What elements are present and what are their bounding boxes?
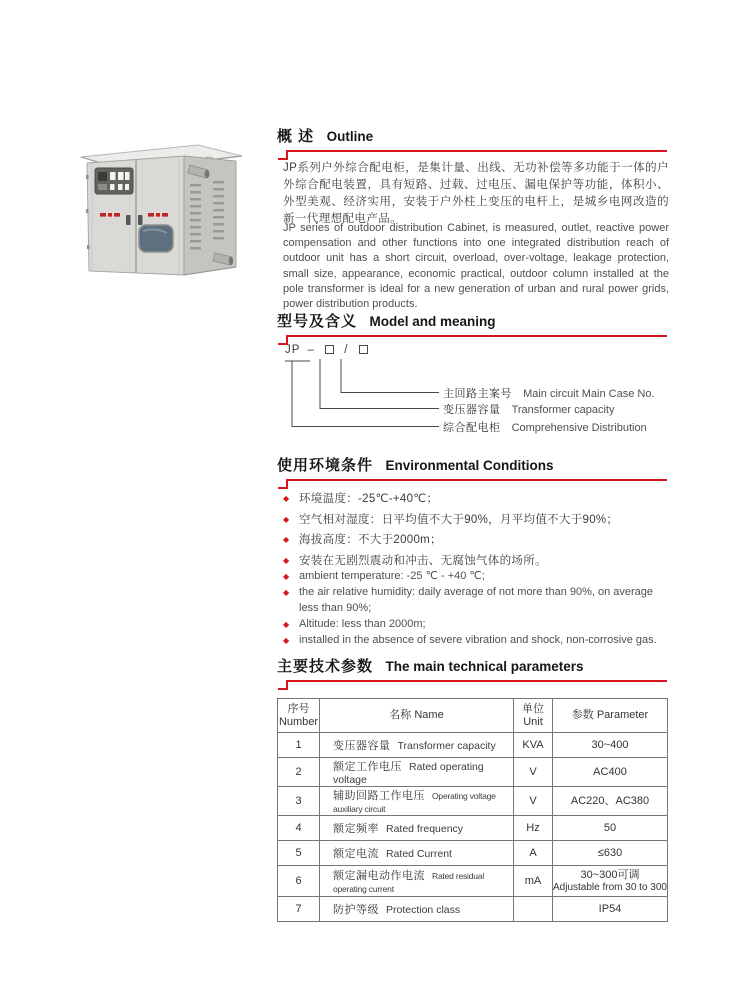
col-header-en: Parameter [596,709,649,721]
cell-parameter-line1: AC220、AC380 [570,794,650,807]
model-code-diagram [283,344,667,436]
table-row [278,841,668,866]
list-item [283,617,669,633]
cell-number: 3 [278,787,320,816]
section-header-model [277,312,667,346]
model-code-legend [443,344,667,436]
cell-parameter [553,787,668,816]
cell-number: 7 [278,897,320,922]
list-item [283,551,669,572]
red-underline [277,678,667,691]
cell-parameter [553,897,668,922]
cell-name [320,816,514,841]
diamond-bullet-icon: ◆ [283,535,290,544]
outline-paragraph-en: JP series of outdoor distribution Cabinet, is measured, outlet, reactive power compensation and other functions into one integrated distribution reach of outdoor unit has a short circuit, overload, over-voltage, leakage protection, small size, appearance, economic practical, outdoor column installed at the pole transformer is ideal for a new generation of urban and rural power grids, power distribution products. [283,222,669,311]
section-title-en: Model and meaning [369,314,496,329]
list-item-text: Altitude: less than 2000m; [299,617,426,630]
cell-parameter [553,758,668,787]
table-row [278,866,668,897]
col-header-zh: 单位 [522,702,544,715]
cell-name-zh: 额定漏电动作电流 [333,870,425,882]
cell-name [320,733,514,758]
cell-parameter-line1: 30~300可调 [580,869,640,881]
cell-name-en: Rated Current [386,848,452,860]
cell-number: 1 [278,733,320,758]
list-item-text: ambient temperature: -25 ℃ - +40 ℃; [299,570,485,582]
list-item [283,569,669,585]
cell-name [320,841,514,866]
model-legend-item [443,401,614,417]
section-title-en: Outline [326,129,374,144]
diamond-bullet-icon: ◆ [283,555,290,565]
cell-unit [514,897,553,922]
cell-name [320,787,514,816]
cell-name-zh: 额定频率 [333,823,379,835]
section-title-en: The main technical parameters [385,659,584,674]
col-header-parameter [553,699,668,733]
legend-label-en: Comprehensive Distribution [511,422,647,434]
model-legend-item [443,419,647,435]
list-item-text: 环境温度：-25℃-+40℃； [299,493,439,505]
cell-parameter [553,841,668,866]
diamond-bullet-icon: ◆ [283,619,290,629]
cell-name-zh: 防护等级 [333,904,379,916]
diamond-bullet-icon: ◆ [283,635,290,645]
cell-name-en: Transformer capacity [397,740,496,752]
section-title-zh: 主要技术参数 [277,658,374,675]
cell-parameter-line1: IP54 [598,902,622,915]
list-item-text: 安装在无剧烈震动和冲击、无腐蚀气体的场所。 [299,554,547,567]
env-conditions-list-en [283,569,669,649]
section-title-en: Environmental Conditions [385,458,554,473]
model-dash: – [307,344,315,356]
col-header-number [278,699,320,733]
diamond-bullet-icon: ◆ [283,588,290,597]
col-header-zh: 参数 [571,709,594,721]
model-prefix: JP [285,344,301,356]
product-photo [78,143,246,281]
list-item [283,585,669,616]
legend-label-zh: 综合配电柜 [443,422,501,434]
cell-name [320,866,514,897]
list-item-text: 海拔高度：不大于2000m； [299,534,442,546]
section-header-environment [277,456,667,490]
cell-unit: V [514,787,553,816]
section-header-outline [277,127,667,161]
cell-name [320,897,514,922]
cell-parameter-line2: Adjustable from 30 to 300 [553,882,667,893]
list-item [283,510,669,531]
list-item-text: 空气相对湿度：日平均值不大于90%，月平均值不大于90%； [299,513,619,526]
cell-number: 4 [278,816,320,841]
cell-parameter [553,866,668,897]
cell-name-zh: 额定工作电压 [333,761,402,773]
cell-number: 5 [278,841,320,866]
list-item [283,633,669,649]
table-row [278,787,668,816]
list-item-text: installed in the absence of severe vibration and shock, non-corrosive gas. [299,633,657,646]
section-title-zh: 概 述 [277,128,315,145]
section-title [277,312,667,332]
cell-name-en: Protection class [386,904,461,916]
cell-name-en: Rated frequency [386,823,464,835]
section-title [277,657,667,677]
model-legend-item [443,385,655,401]
cell-unit: KVA [514,733,553,758]
section-header-parameters [277,657,667,691]
col-header-en: Name [414,709,444,721]
cell-unit: mA [514,866,553,897]
cabinet-illustration [78,143,246,281]
table-row [278,733,668,758]
meter-panel [95,168,133,194]
section-title [277,127,667,147]
diamond-bullet-icon: ◆ [283,494,290,503]
legend-label-en: Transformer capacity [511,404,615,416]
col-header-zh: 名称 [389,709,412,721]
inspection-window [139,225,173,252]
cell-name-zh: 辅助回路工作电压 [333,790,425,802]
section-title-zh: 型号及含义 [277,313,358,330]
cell-parameter-line1: AC400 [593,765,627,778]
diamond-bullet-icon: ◆ [283,514,290,524]
cell-name-zh: 额定电流 [333,848,379,860]
cell-parameter-line1: ≤630 [597,846,623,859]
col-header-zh: 序号 [287,702,310,715]
section-title-zh: 使用环境条件 [277,457,374,474]
table-row [278,816,668,841]
cell-number: 2 [278,758,320,787]
diamond-bullet-icon: ◆ [283,572,290,581]
list-item [283,489,669,510]
model-slash: / [344,344,349,356]
cell-name-en: Rated operating voltage [333,761,484,786]
col-header-en: Number [278,715,319,728]
cell-name-en: Rated residual operating current [333,871,485,894]
cell-parameter-line1: 30~400 [591,738,629,751]
cell-unit: A [514,841,553,866]
cell-parameter-line1: 50 [603,821,617,834]
legend-label-zh: 变压器容量 [443,404,501,416]
legend-label-zh: 主回路主案号 [443,388,512,400]
table-row [278,758,668,787]
cell-number: 6 [278,866,320,897]
outline-paragraph-zh: JP系列户外综合配电柜，是集计量、出线、无功补偿等多功能于一体的户外综合配电装置，具有短路、过载、过电压、漏电保护等功能，体积小、外型美观、经济实用，安装于户外柱上变压的电杆上，是城乡电网改造的新一代理想配电产品。 [283,162,669,225]
list-item [283,530,669,551]
cell-unit: V [514,758,553,787]
list-item-text: the air relative humidity: daily average of not more than 90%, on average less than 90%; [299,586,654,614]
cell-unit: Hz [514,816,553,841]
table-header-row [278,699,668,733]
parameters-table [277,698,668,922]
cell-parameter [553,733,668,758]
cell-name [320,758,514,787]
col-header-unit [514,699,553,733]
table-row [278,897,668,922]
col-header-name [320,699,514,733]
cell-name-zh: 变压器容量 [333,740,391,752]
cell-name-en: Operating voltage auxiliary circuit [333,791,496,814]
col-header-en: Unit [523,715,543,728]
section-title [277,456,667,476]
legend-label-en: Main circuit Main Case No. [523,388,655,400]
env-conditions-list-zh [283,489,669,571]
cell-parameter [553,816,668,841]
